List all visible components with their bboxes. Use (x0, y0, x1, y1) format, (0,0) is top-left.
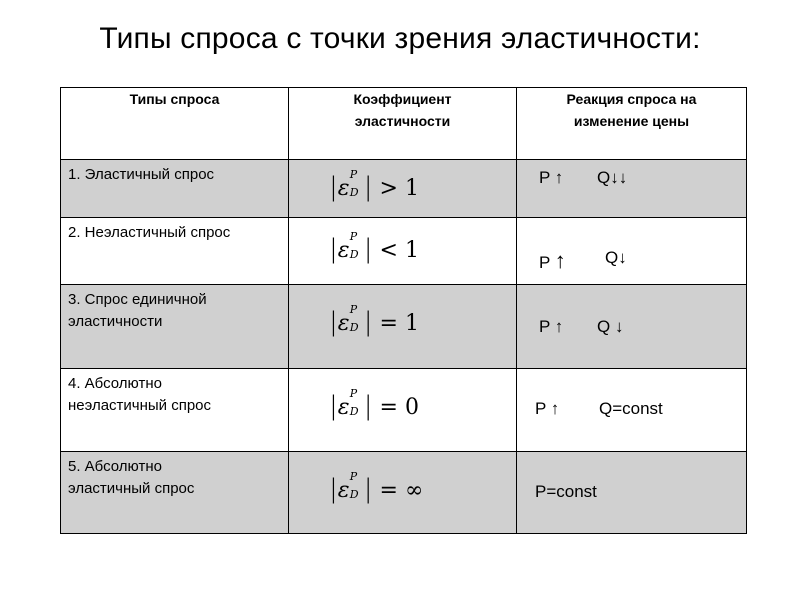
type-label: 4. Абсолютно (68, 375, 162, 392)
reaction-cell (517, 369, 747, 452)
formula-cell (289, 218, 517, 285)
formula-cell (289, 160, 517, 218)
header-reaction-line2: изменение цены (573, 113, 690, 129)
arrow-down-icon: ↓↓ (610, 168, 628, 187)
elasticity-formula: |ε P D | = 0 (329, 387, 419, 421)
formula-relation: = 1 (379, 311, 419, 336)
quantity-label: Q (597, 317, 611, 336)
price-label: P (539, 253, 551, 272)
arrow-up-icon: ↑ (554, 168, 564, 187)
quantity-label: Q (605, 248, 619, 267)
reaction-content (517, 452, 746, 533)
price-label: P (535, 399, 547, 418)
formula-sub: D (349, 405, 359, 418)
formula-relation: < 1 (379, 238, 419, 263)
epsilon-symbol: ε (337, 478, 350, 503)
reaction-content (517, 369, 746, 451)
header-reaction (517, 88, 747, 160)
price-label: P=const (535, 482, 597, 501)
formula-relation: > 1 (379, 176, 419, 201)
reaction-cell (517, 452, 747, 534)
formula-sup: P (349, 230, 358, 243)
elasticity-formula: |ε P D | < 1 (329, 230, 419, 264)
epsilon-symbol: ε (337, 395, 350, 420)
formula-sup: P (349, 168, 358, 181)
header-coef-line1: Коэффициент (353, 91, 452, 107)
formula-sub: D (349, 321, 359, 334)
epsilon-symbol: ε (337, 176, 350, 201)
formula-sup: P (349, 387, 358, 400)
formula-sup: P (349, 303, 358, 316)
formula-sub: D (349, 488, 359, 501)
arrow-down-icon: ↓ (614, 317, 624, 336)
type-cell (61, 285, 289, 369)
table-row (61, 369, 747, 452)
table-row (61, 452, 747, 534)
arrow-up-icon: ↑ (554, 317, 564, 336)
table-row (61, 285, 747, 369)
elasticity-formula: |ε P D | = ∞ (329, 470, 424, 504)
reaction-cell (517, 218, 747, 285)
epsilon-symbol: ε (337, 238, 350, 263)
reaction-content (517, 160, 746, 217)
header-row (61, 88, 747, 160)
header-type-label: Типы спроса (129, 91, 220, 107)
elasticity-formula: |ε P D | = 1 (329, 303, 419, 337)
formula-sub: D (349, 186, 359, 199)
type-cell (61, 369, 289, 452)
type-label-2: неэластичный спрос (68, 397, 212, 414)
reaction-cell (517, 285, 747, 369)
reaction-cell (517, 160, 747, 218)
header-reaction-line1: Реакция спроса на (566, 91, 697, 107)
elasticity-formula: |ε P D | > 1 (329, 168, 419, 202)
type-cell (61, 160, 289, 218)
arrow-up-icon: ↑ (550, 399, 560, 418)
arrow-down-icon: ↓ (618, 248, 627, 267)
quantity-label: Q (597, 168, 611, 187)
formula-relation: = 0 (379, 395, 419, 420)
arrow-up-icon: ↑ (554, 248, 566, 273)
formula-cell (289, 452, 517, 534)
formula-sup: P (349, 470, 358, 483)
table-row (61, 218, 747, 285)
price-label: P (539, 317, 551, 336)
price-label: P (539, 168, 551, 187)
type-label-2: эластичный спрос (68, 480, 195, 497)
type-label: 3. Спрос единичной (68, 291, 207, 308)
type-cell (61, 452, 289, 534)
formula-cell (289, 285, 517, 369)
header-coefficient (289, 88, 517, 160)
reaction-content (517, 218, 746, 284)
reaction-content (517, 285, 746, 368)
quantity-label: Q=const (599, 399, 663, 418)
header-coef-line2: эластичности (354, 113, 451, 129)
type-label: 5. Абсолютно (68, 458, 162, 475)
formula-cell (289, 369, 517, 452)
formula-relation: = ∞ (379, 478, 424, 503)
elasticity-table (60, 87, 747, 534)
type-label: 2. Неэластичный спрос (68, 224, 231, 241)
type-label: 1. Эластичный спрос (68, 166, 215, 183)
header-type (61, 88, 289, 160)
formula-sub: D (349, 248, 359, 261)
table-row (61, 160, 747, 218)
type-cell (61, 218, 289, 285)
epsilon-symbol: ε (337, 311, 350, 336)
page-title: Типы спроса с точки зрения эластичности: (99, 22, 701, 55)
type-label-2: эластичности (68, 313, 163, 330)
